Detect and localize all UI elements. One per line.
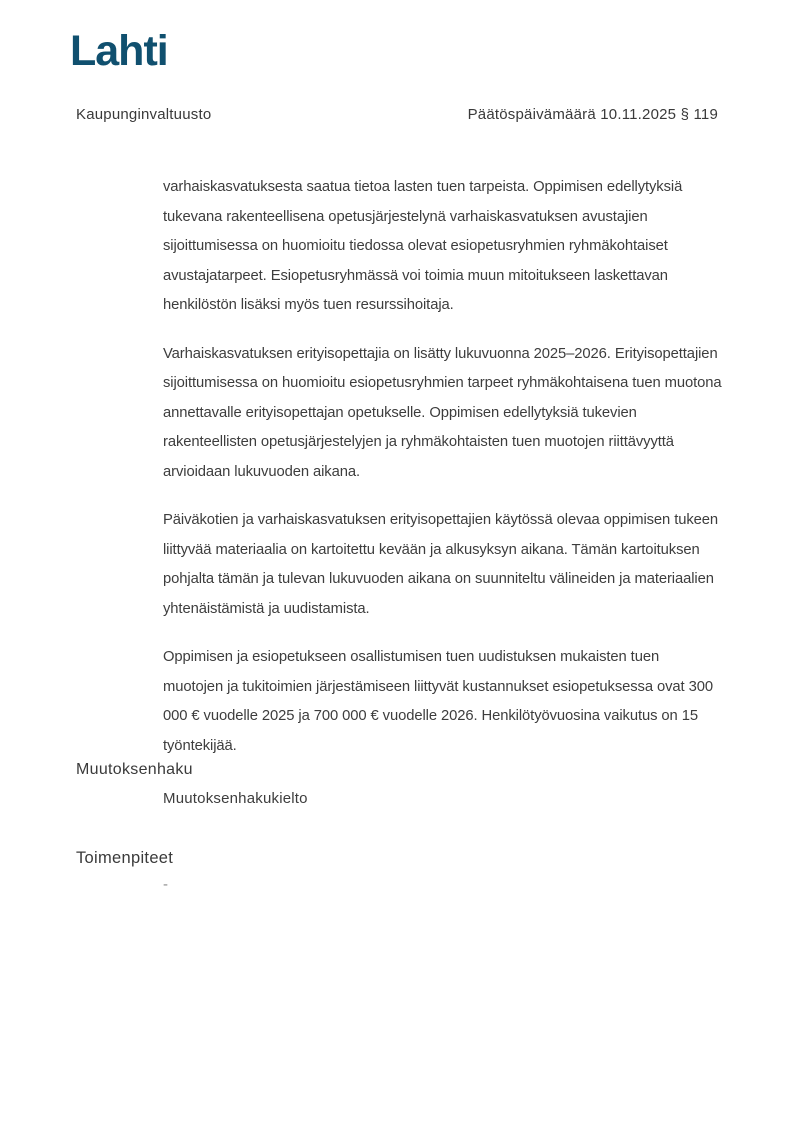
body-paragraph: varhaiskasvatuksesta saatua tietoa lasten tuen tarpeista. Oppimisen edellytyksiä tukevana rakenteellisena opetusjärjestelynä varhaiskasvatuksen avustajien sijoittumisessa on huomioitu tiedossa olevat esiopetusryhmien ryhmäkohtaiset avustajatarpeet. Esiopetusryhmässä voi toimia muun mitoitukseen laskettavan henkilöstön lisäksi myös tuen resurssihoitaja.	[163, 179, 683, 313]
muutoksenhaku-heading: Muutoksenhaku	[76, 761, 193, 778]
organ-name: Kaupunginvaltuusto	[76, 106, 212, 123]
body-paragraph: Oppimisen ja esiopetukseen osallistumisen tuen uudistuksen mukaisten tuen muotojen ja tukitoimien järjestämiseen liittyvät kustannukset esiopetuksessa ovat 300 000 € vuodelle 2025 ja 700 000 € vuodelle 2026. Henkilötyövuosina vaikutus on 15 työntekijää.	[163, 649, 713, 754]
toimenpiteet-heading: Toimenpiteet	[76, 849, 174, 867]
toimenpiteet-content: -	[163, 876, 169, 893]
body-paragraph: Varhaiskasvatuksen erityisopettajia on lisätty lukuvuonna 2025–2026. Erityisopettajien sijoittumisessa on huomioitu esiopetusryhmien tarpeet ryhmäkohtaisena tuen muotona annettavalle erityisopettajan opetukselle. Oppimisen edellytyksiä tukevien rakenteellisten opetusjärjestelyjen ja ryhmäkohtaisten tuen muotojen riittävyyttä arvioidaan lukuvuoden aikana.	[163, 345, 722, 480]
decision-date: Päätöspäivämäärä 10.11.2025 § 119	[467, 106, 718, 123]
document-header	[76, 106, 718, 123]
body-paragraph: Päiväkotien ja varhaiskasvatuksen erityisopettajien käytössä olevaa oppimisen tukeen liittyvää materiaalia on kartoitettu kevään ja alkusyksyn aikana. Tämän kartoituksen pohjalta tämän ja tulevan lukuvuoden aikana on suunniteltu välineiden ja materiaalien yhtenäistämistä ja uudistamista.	[163, 512, 719, 617]
lahti-logo: Lahti	[70, 27, 168, 75]
muutoksenhaku-content: Muutoksenhakukielto	[163, 790, 308, 807]
decision-body	[163, 173, 723, 780]
